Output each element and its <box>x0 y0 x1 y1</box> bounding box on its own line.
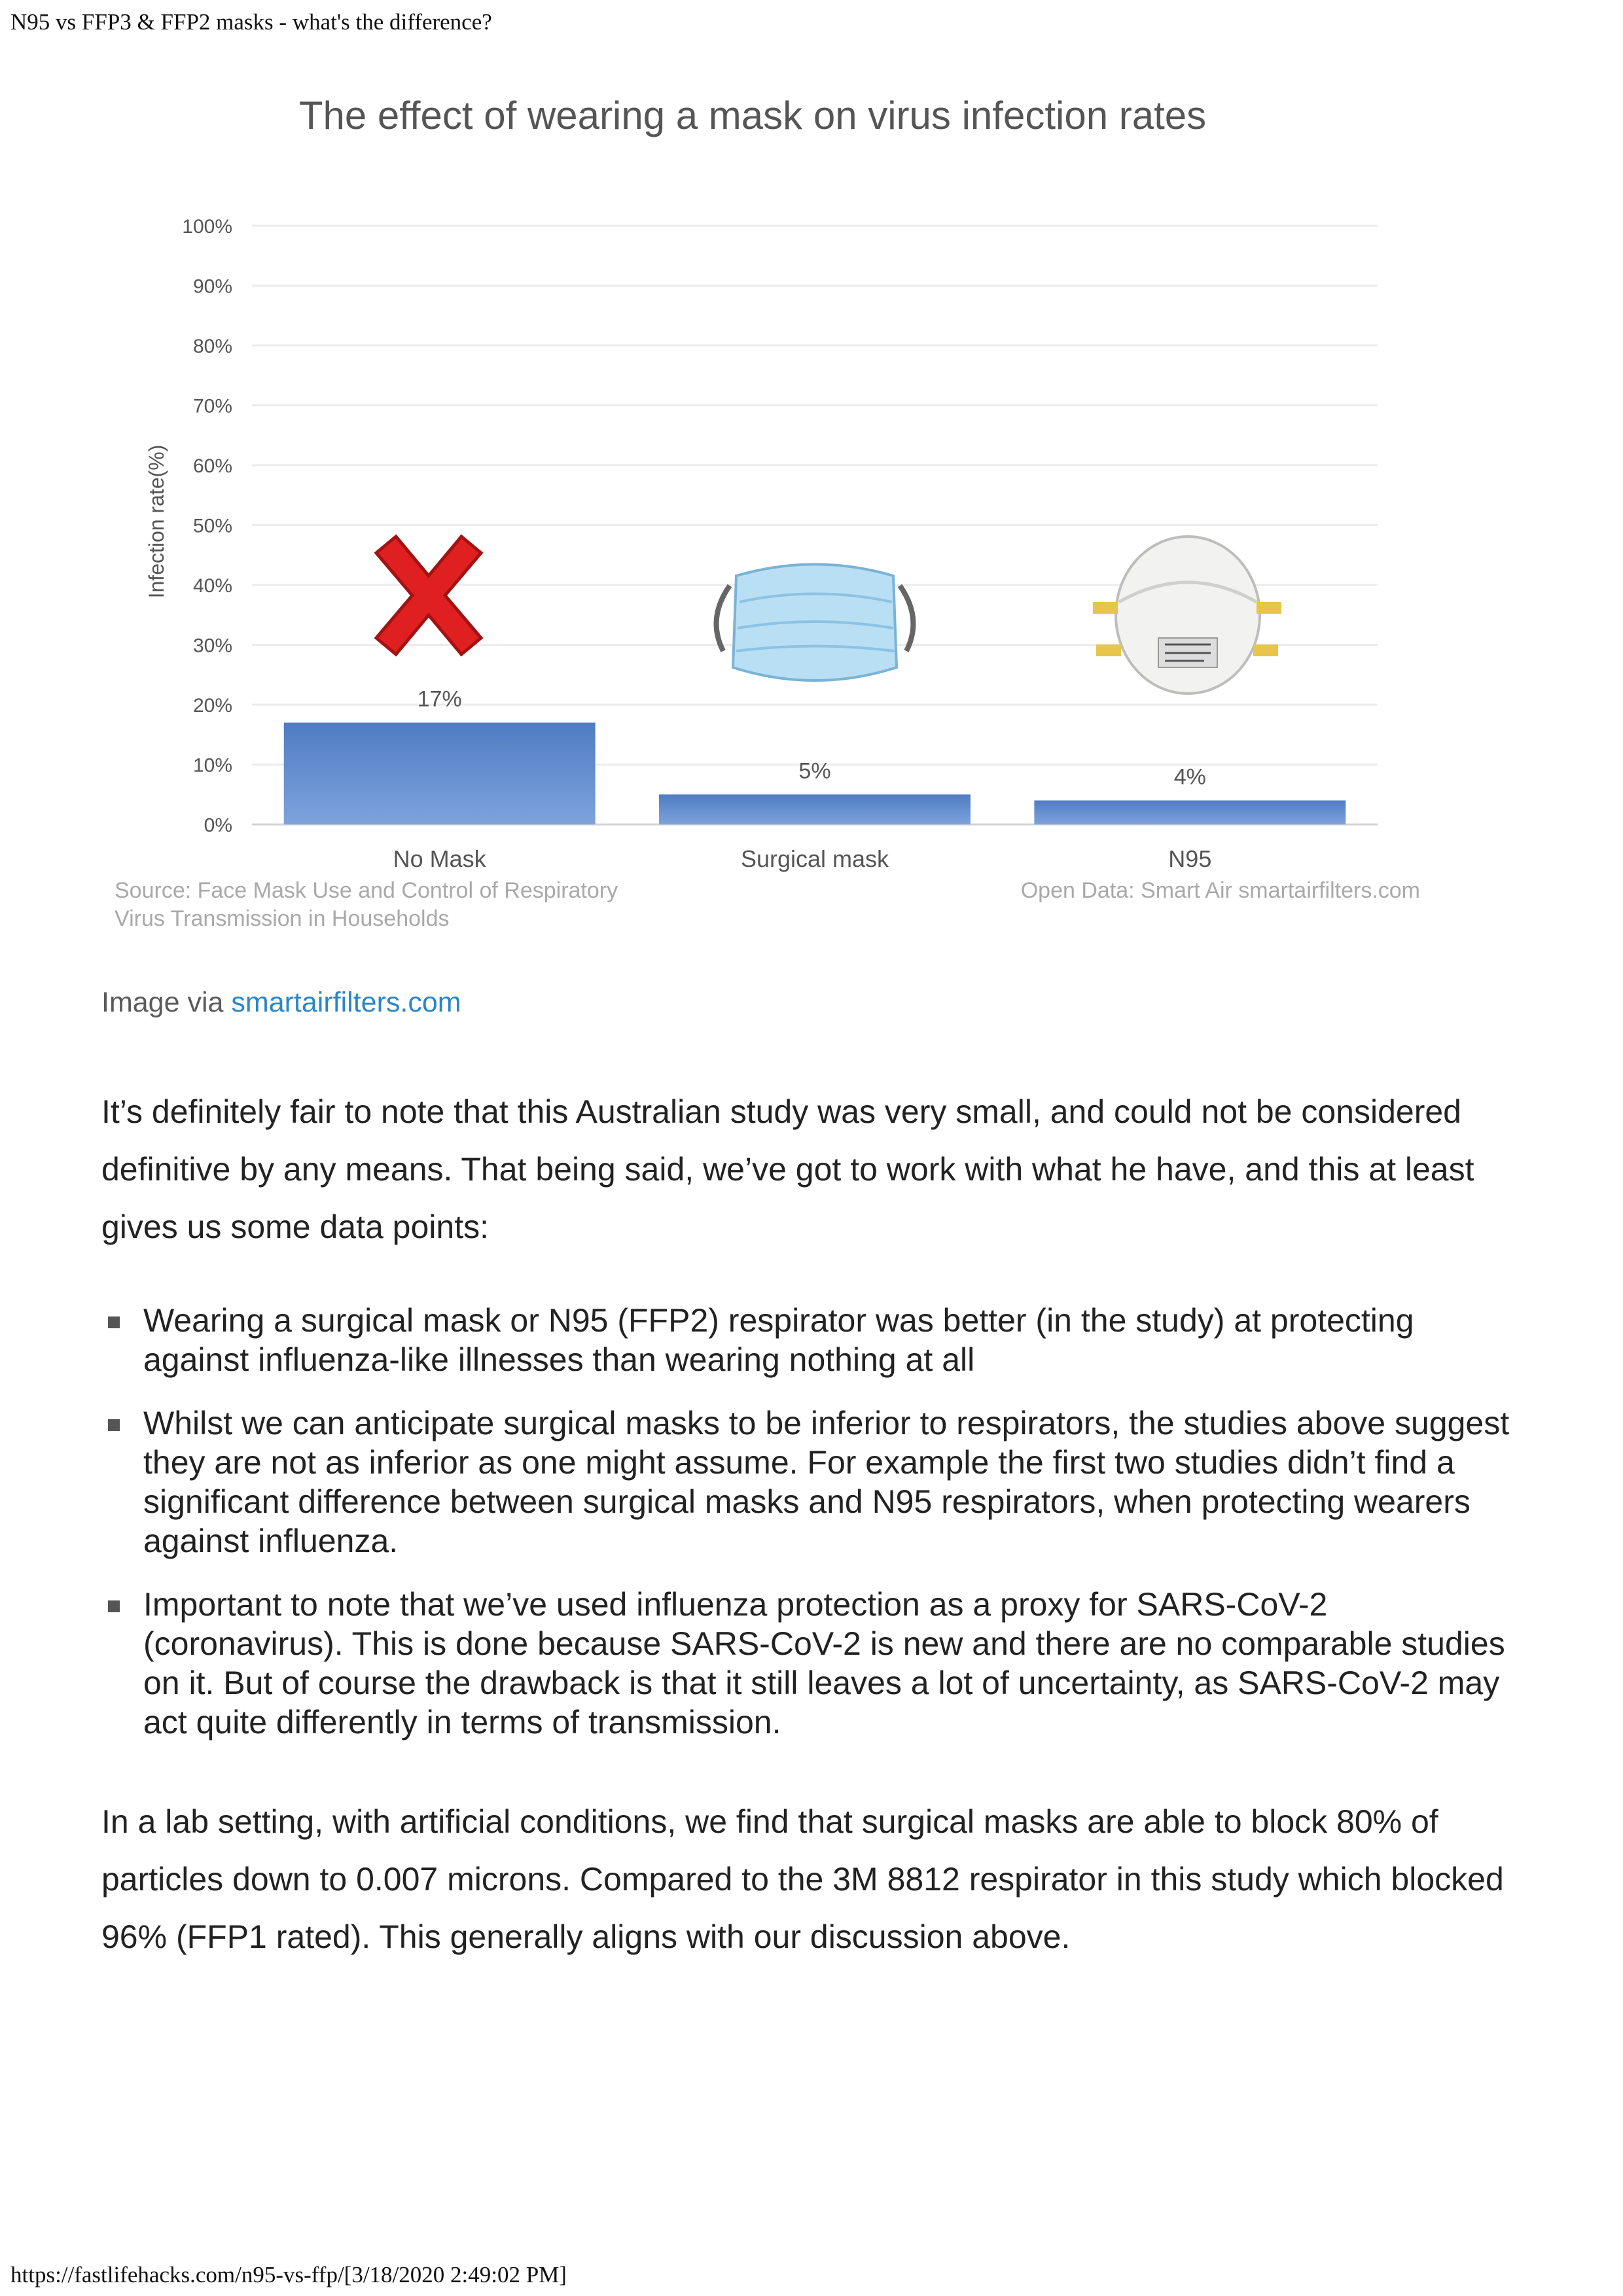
chart-source-left-line2: Virus Transmission in Households <box>115 906 450 931</box>
bullet-list <box>101 1301 1528 1766</box>
value-label: 5% <box>798 758 831 784</box>
bar-chart <box>98 82 1459 959</box>
y-tick-label: 60% <box>192 455 232 477</box>
image-caption <box>101 987 461 1019</box>
y-tick-label: 40% <box>192 575 232 597</box>
chart-source-right: Open Data: Smart Air smartairfilters.com <box>1020 878 1420 903</box>
bar-surgical-mask <box>659 794 971 824</box>
y-tick-label: 80% <box>192 336 232 357</box>
y-tick-label: 10% <box>192 754 232 777</box>
y-tick-label: 70% <box>192 395 232 417</box>
caption-link[interactable]: smartairfilters.com <box>231 987 461 1018</box>
y-axis-label: Infection rate(%) <box>145 444 168 599</box>
print-footer-url: https://fastlifehacks.com/n95-vs-ffp/[3/18/2020 2:49:02 PM] <box>10 2262 567 2287</box>
value-label: 4% <box>1173 764 1206 790</box>
paragraph-2: In a lab setting, with artificial conditions, we find that surgical masks are able to block 80% of particles down to 0.007 microns. Compared to the 3M 8812 respirator in this study which blocked 96% (FFP1 rated). This generally aligns with our discussion above. <box>101 1803 1504 1955</box>
chart-source-left-line1: Source: Face Mask Use and Control of Respiratory <box>115 878 618 903</box>
x-tick-label: No Mask <box>393 845 486 872</box>
x-tick-label: N95 <box>1168 845 1212 872</box>
x-tick-labels <box>393 845 1212 872</box>
bullet-text: Wearing a surgical mask or N95 (FFP2) respirator was better (in the study) at protecting against influenza-like illnesses than wearing nothing at all <box>143 1302 1414 1378</box>
bar-n95 <box>1034 800 1346 824</box>
chart-figure <box>98 82 1459 959</box>
y-tick-label: 90% <box>192 275 232 298</box>
bullet-item <box>101 1585 1528 1742</box>
n95-respirator-icon <box>1093 537 1281 694</box>
y-tick-label: 100% <box>182 216 232 238</box>
bar-no-mask <box>284 722 596 824</box>
y-tick-label: 20% <box>192 695 232 716</box>
caption-prefix: Image via <box>101 987 232 1018</box>
print-header-title: N95 vs FFP3 & FFP2 masks - what's the difference? <box>10 9 492 35</box>
surgical-mask-icon <box>717 565 914 681</box>
x-tick-label: Surgical mask <box>740 845 889 872</box>
bullet-item <box>101 1301 1528 1379</box>
y-tick-labels <box>182 216 232 836</box>
bullet-text: Important to note that we’ve used influenza protection as a proxy for SARS-CoV-2 (coronavirus). This is done because SARS-CoV-2 is new and there are no comparable studies on it. But of course the drawback is that it still leaves a lot of uncertainty, as SARS-CoV-2 may act quite differently in terms of transmission. <box>143 1586 1505 1740</box>
y-tick-label: 30% <box>192 635 232 657</box>
bullet-text: Whilst we can anticipate surgical masks to be inferior to respirators, the studies above suggest they are not as inferior as one might assume. For example the first two studies didn’t find a significant difference between surgical masks and N95 respirators, when protecting wearers against influenza. <box>143 1405 1510 1559</box>
value-label: 17% <box>417 686 462 712</box>
bullet-square-icon <box>108 1316 120 1328</box>
bullet-item <box>101 1404 1528 1561</box>
y-tick-label: 0% <box>204 815 232 836</box>
paragraph-1: It’s definitely fair to note that this Australian study was very small, and could not be considered definitive by any means. That being said, we’ve got to work with what he have, and this at least gives us some data points: <box>101 1093 1474 1245</box>
red-x-icon <box>376 537 481 654</box>
chart-title: The effect of wearing a mask on virus infection rates <box>298 94 1207 137</box>
y-tick-label: 50% <box>192 515 232 537</box>
bullet-square-icon <box>108 1600 120 1612</box>
bullet-square-icon <box>108 1419 120 1431</box>
